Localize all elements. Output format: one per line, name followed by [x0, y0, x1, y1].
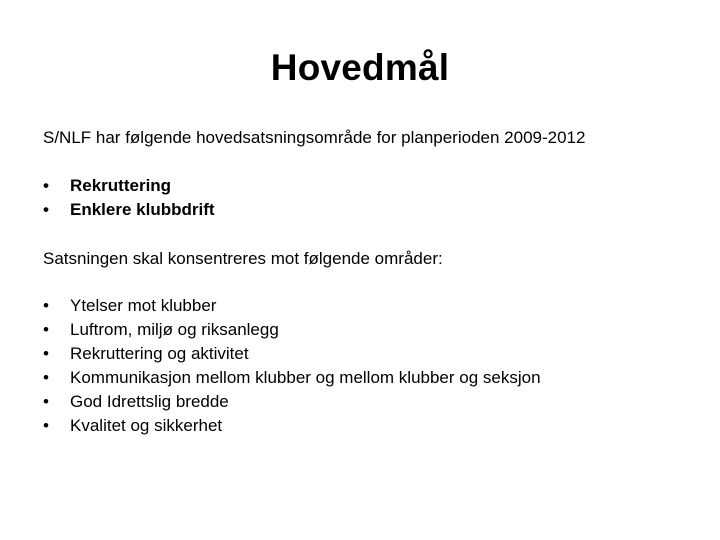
primary-goals-list — [43, 174, 215, 222]
list-item-label: Enklere klubbdrift — [70, 200, 215, 219]
bullet-icon: • — [43, 176, 49, 195]
list-item — [43, 414, 541, 438]
list-item — [43, 198, 215, 222]
list-item-label: Luftrom, miljø og riksanlegg — [70, 320, 279, 339]
bullet-icon: • — [43, 392, 49, 411]
bullet-icon: • — [43, 416, 49, 435]
list-item — [43, 390, 541, 414]
focus-areas-intro: Satsningen skal konsentreres mot følgende områder: — [43, 249, 443, 268]
intro-text: S/NLF har følgende hovedsatsningsområde for planperioden 2009-2012 — [43, 128, 586, 147]
list-item — [43, 174, 215, 198]
bullet-icon: • — [43, 344, 49, 363]
bullet-icon: • — [43, 320, 49, 339]
list-item-label: Kvalitet og sikkerhet — [70, 416, 223, 435]
bullet-icon: • — [43, 296, 49, 315]
list-item-label: Kommunikasjon mellom klubber og mellom klubber og seksjon — [70, 368, 541, 387]
bullet-icon: • — [43, 200, 49, 219]
focus-areas-list — [43, 294, 541, 438]
slide-title: Hovedmål — [270, 47, 450, 88]
list-item — [43, 342, 541, 366]
list-item — [43, 318, 541, 342]
list-item — [43, 294, 541, 318]
list-item-label: Rekruttering og aktivitet — [70, 344, 249, 363]
list-item-label: God Idrettslig bredde — [70, 392, 229, 411]
list-item-label: Ytelser mot klubber — [70, 296, 217, 315]
list-item-label: Rekruttering — [70, 176, 172, 195]
bullet-icon: • — [43, 368, 49, 387]
list-item — [43, 366, 541, 390]
